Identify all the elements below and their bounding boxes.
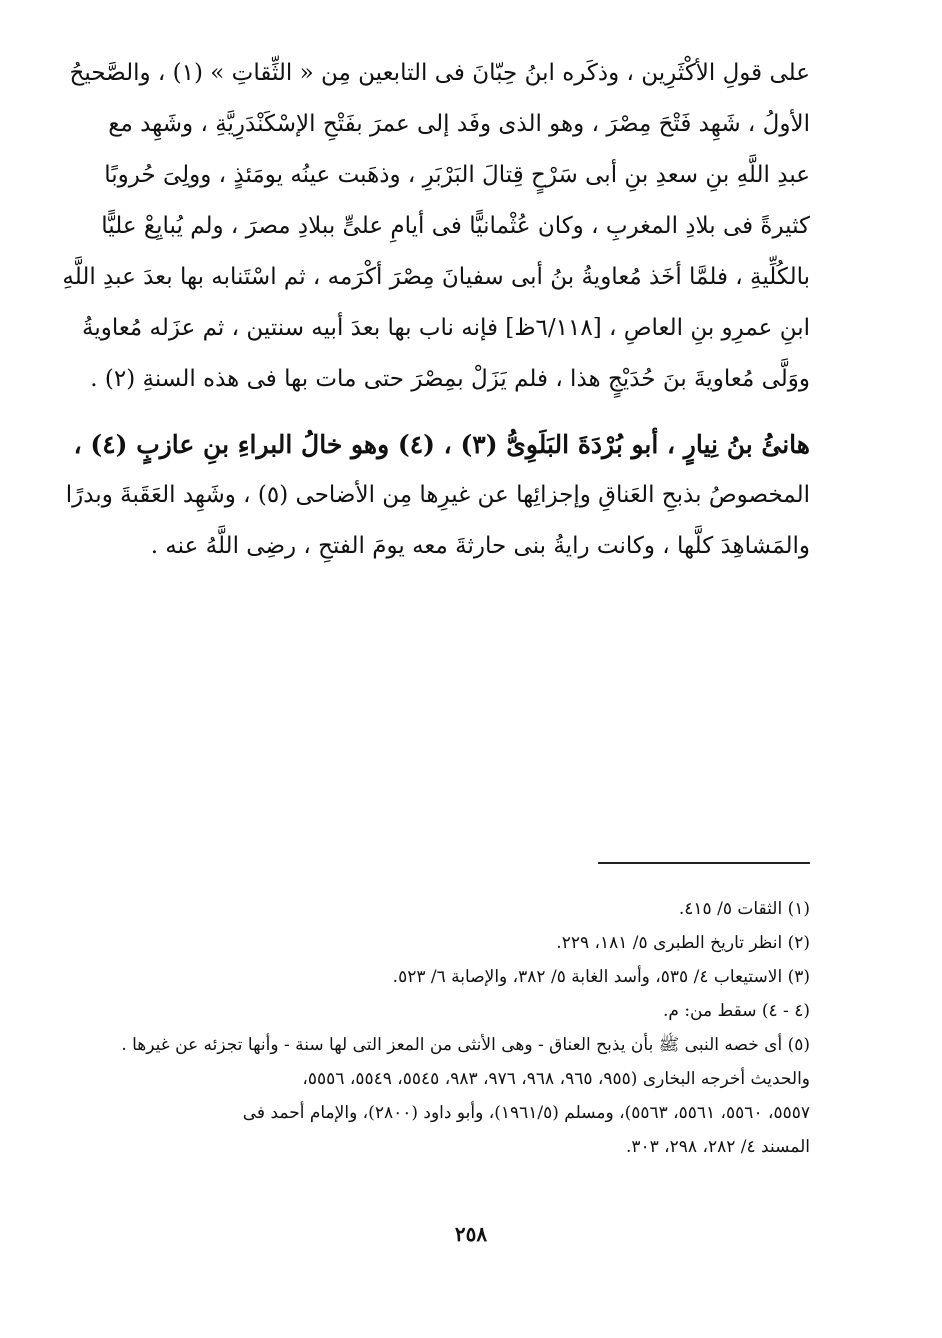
paragraph-line: على قولِ الأكْثَرِين ، وذكَره ابنُ حِبّانَ فى التابعين مِن « الثِّقاتِ » (١) ، والصَّحيحُ [69, 60, 810, 86]
paragraph-line: عبدِ اللَّهِ بنِ سعدِ بنِ أبى سَرْحٍ قِتالَ البَرْبَرِ ، وذهَبت عينُه يومَئذٍ ، وولِىَ حُروبًا [104, 162, 810, 188]
footnote-line: ٥٥٥٧، ٥٥٦٠، ٥٥٦١، ٥٥٦٣)، ومسلم (١٩٦١/٥)، وأبو داود (٢٨٠٠)، والإمام أحمد فى [242, 1103, 810, 1123]
paragraph-line: الأولُ ، شَهِد فَتْحَ مِصْرَ ، وهو الذى وفَد إلى عمرَ بفَتْحِ الإسْكَنْدَرِيَّةِ ، وشَهِد مع [108, 111, 810, 137]
paragraph-line: ابنِ عمرِو بنِ العاصِ ، [٦/١١٨ظ] فإنه ناب بها بعدَ أبيه سنتين ، ثم عزَله مُعاويةُ [81, 315, 810, 341]
footnote-line: (٥) أى خصه النبى ﷺ بأن يذبح العناق - وهى الأنثى من المعز التى لها سنة - وأنها تجزئه عن غيرها . [121, 1035, 810, 1055]
footnote-line: (٢) انظر تاريخ الطبرى ٥/ ١٨١، ٢٢٩. [556, 933, 810, 953]
footnote-line: (٤ - ٤) سقط من: م. [662, 1001, 810, 1021]
footnote-line: (١) الثقات ٥/ ٤١٥. [678, 899, 810, 919]
paragraph-line: بالكُلِّيةِ ، فلمَّا أخَذ مُعاويةُ بنُ أبى سفيانَ مِصْرَ أكْرَمه ، ثم اسْتَنابه بها بعدَ عبدِ اللَّهِ [62, 264, 810, 290]
footnote-divider [598, 862, 810, 864]
page-number: ٢٥٨ [454, 1222, 488, 1246]
biography-entry [65, 419, 810, 572]
footnote-line: والحديث أخرجه البخارى (٩٥٥، ٩٦٥، ٩٦٨، ٩٧٦، ٩٨٣، ٥٥٤٥، ٥٥٤٩، ٥٥٥٦، [302, 1069, 810, 1089]
main-text [62, 48, 810, 572]
entry-line: والمَشاهِدَ كلَّها ، وكانت رايةُ بنى حارثةَ معه يومَ الفتحِ ، رضِى اللَّهُ عنه . [150, 533, 810, 559]
paragraph-line: كثيرةً فى بلادِ المغربِ ، وكان عُثْمانيًّا فى أيامِ علىٍّ ببلادِ مصرَ ، ولم يُبايِعْ عليًّا [101, 213, 810, 239]
footnote-line: (٣) الاستيعاب ٤/ ٥٣٥، وأسد الغابة ٥/ ٣٨٢، والإصابة ٦/ ٥٢٣. [392, 967, 810, 987]
paragraph-line: ووَلَّى مُعاويةَ بنَ حُدَيْجٍ هذا ، فلم يَزَلْ بمِصْرَ حتى مات بها فى هذه السنةِ (٢) . [90, 366, 810, 392]
footnotes [98, 892, 810, 1164]
footnote-line: المسند ٤/ ٢٨٢، ٢٩٨، ٣٠٣. [625, 1137, 810, 1157]
entry-line: المخصوصُ بذبحِ العَناقِ وإجزائِها عن غيرِها مِن الأضاحى (٥) ، وشَهِد العَقَبةَ وبدرًا [65, 482, 810, 508]
entry-heading: هانئُ بنُ نِيارٍ ، أبو بُرْدَةَ البَلَوِىُّ (٣) ، (٤) وهو خالُ البراءِ بنِ عازبٍ (٤) ، [73, 430, 810, 459]
